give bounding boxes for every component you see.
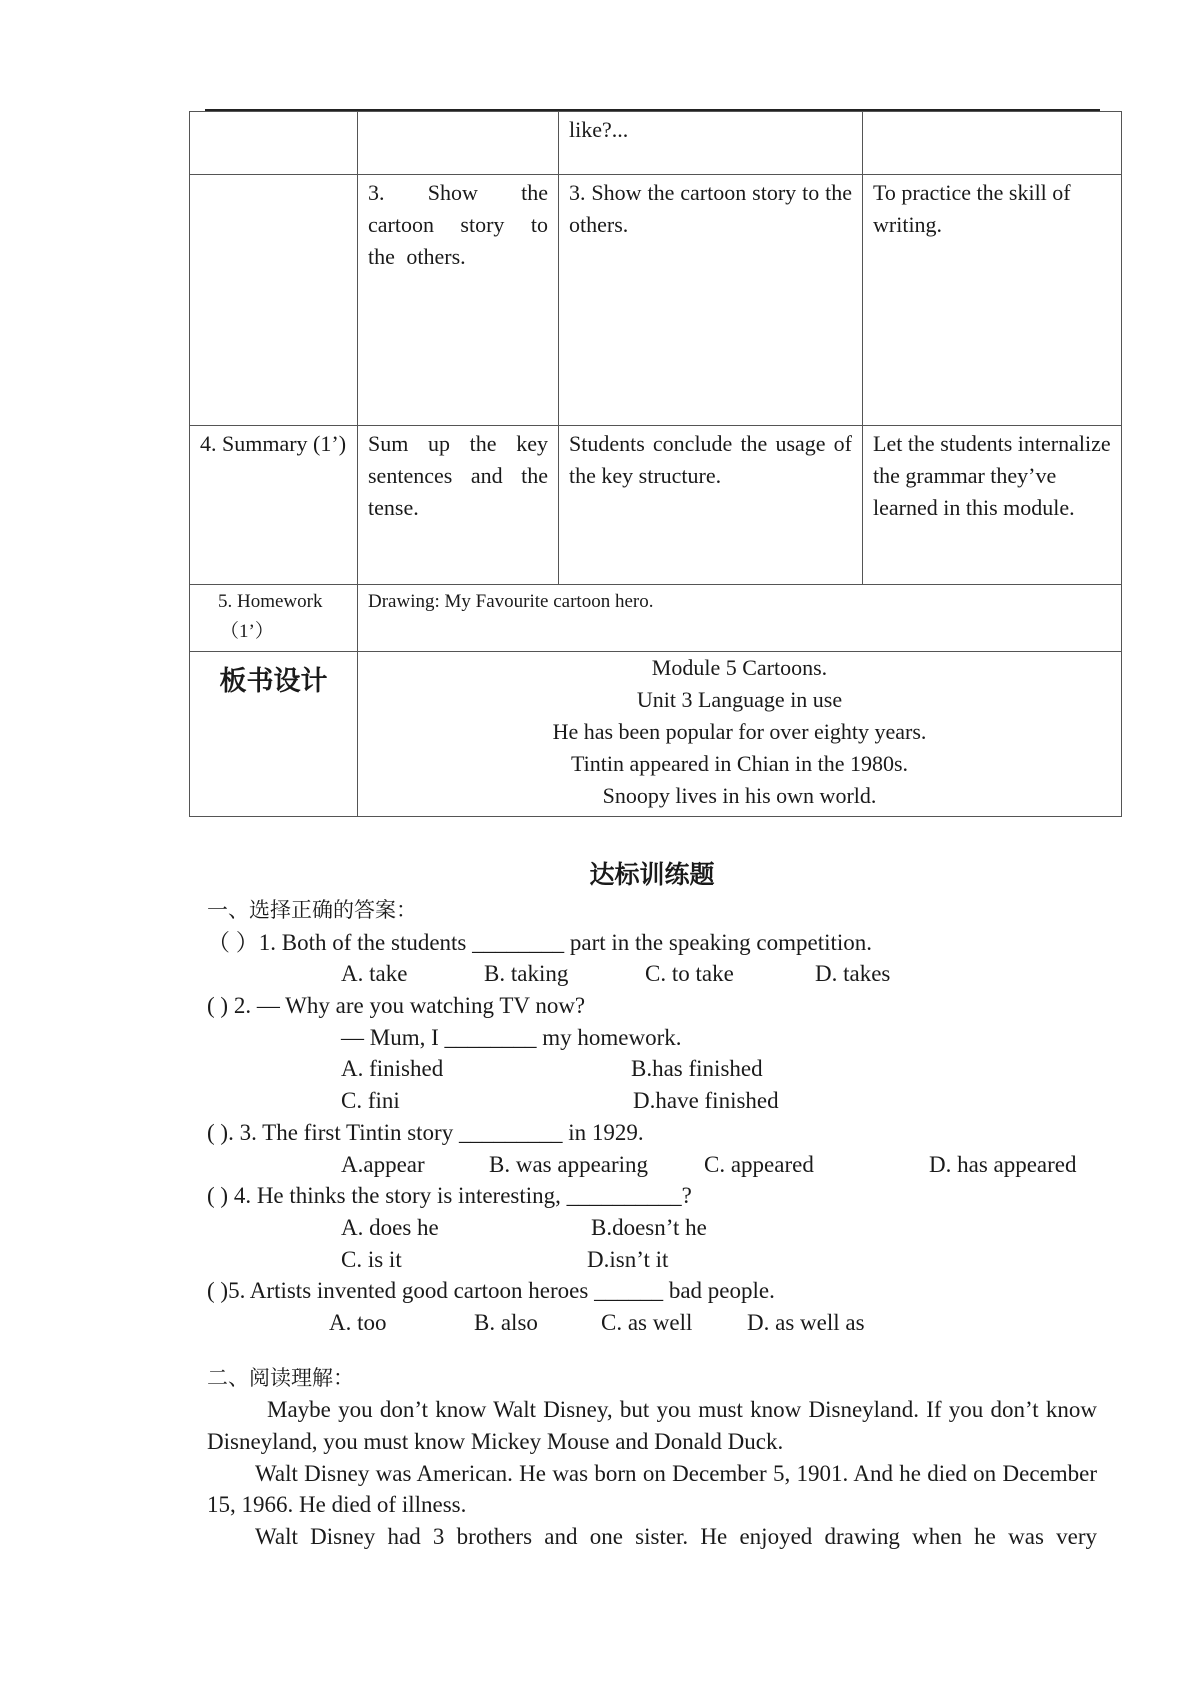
cell-text: To practice the skill of writing. [873, 180, 1071, 237]
table-cell [863, 175, 1122, 426]
question-5: ( )5. Artists invented good cartoon heroes ______ bad people. [207, 1278, 775, 1304]
option-a: A. too [329, 1309, 387, 1335]
question-options [207, 1212, 1097, 1244]
option-d: D. takes [815, 961, 891, 987]
board-line: Module 5 Cartoons. [651, 655, 828, 680]
section-heading: 二、阅读理解： [207, 1365, 354, 1390]
table-cell [190, 585, 358, 652]
table-cell [358, 112, 559, 175]
exercise-section [207, 855, 1097, 1553]
option-c: C. appeared [704, 1151, 814, 1177]
option-c: C. as well [601, 1309, 693, 1335]
lesson-plan-table [189, 111, 1122, 817]
option-c: C. to take [645, 961, 734, 987]
question-options [207, 1244, 1097, 1276]
cell-text: Sum up the key sentences and the tense. [368, 431, 548, 520]
option-d: D. has appeared [929, 1151, 1077, 1177]
cell-text: Students conclude the usage of the key structure. [569, 431, 852, 488]
option-c: C. fini [341, 1088, 400, 1114]
option-d: D. as well as [747, 1309, 865, 1335]
option-b: B.doesn’t he [591, 1214, 707, 1240]
exercise-title: 达标训练题 [589, 860, 715, 889]
option-a: A. finished [341, 1056, 444, 1082]
question-options [207, 1149, 1097, 1181]
question-2: ( ) 2. — Why are you watching TV now? [207, 993, 586, 1019]
board-design-label: 板书设计 [219, 666, 328, 697]
option-a: A. does he [341, 1214, 439, 1240]
reading-paragraph: Maybe you don’t know Walt Disney, but you must know Disneyland. If you don’t know Disneyland, you must know Mickey Mouse and Donald Duck. [207, 1397, 1097, 1455]
question-options [207, 1307, 1097, 1339]
question-4: ( ) 4. He thinks the story is interesting, __________? [207, 1183, 692, 1209]
question-options [207, 1085, 1097, 1117]
option-b: B.has finished [631, 1056, 763, 1082]
option-b: B. taking [484, 961, 569, 987]
board-line: Tintin appeared in Chian in the 1980s. [570, 751, 909, 776]
board-line: He has been popular for over eighty years. [552, 719, 927, 744]
table-cell [190, 426, 358, 585]
option-d: D.isn’t it [587, 1246, 669, 1272]
table-cell [559, 175, 863, 426]
cell-text: 4. Summary (1’) [200, 431, 347, 456]
table-cell [358, 585, 1122, 652]
question-1: （ ）1. Both of the students ________ part in the speaking competition. [207, 929, 873, 955]
table-cell [358, 426, 559, 585]
table-cell [559, 112, 863, 175]
option-a: A. take [341, 961, 408, 987]
table-row [190, 175, 1122, 426]
table-cell [190, 652, 358, 817]
table-row [190, 426, 1122, 585]
reading-paragraph: Walt Disney had 3 brothers and one sister. He enjoyed drawing when he was very [255, 1524, 1097, 1550]
board-line: Snoopy lives in his own world. [602, 783, 877, 808]
cell-text: like?... [569, 117, 629, 142]
option-c: C. is it [341, 1246, 402, 1272]
cell-text: 3. Show the cartoon story to the others. [368, 180, 548, 269]
table-cell [863, 426, 1122, 585]
board-line: Unit 3 Language in use [636, 687, 843, 712]
cell-text: Let the students internalize the grammar they’ve learned in this module. [873, 431, 1111, 520]
option-b: B. also [474, 1309, 538, 1335]
cell-text: （1’） [220, 621, 274, 642]
question-2-reply [207, 1022, 1097, 1054]
reading-paragraph: Walt Disney was American. He was born on December 5, 1901. And he died on December 15, 1966. He died of illness. [207, 1460, 1097, 1518]
table-cell [358, 175, 559, 426]
table-row [190, 585, 1122, 652]
question-options [207, 958, 1097, 990]
table-cell [190, 112, 358, 175]
table-cell [559, 426, 863, 585]
question-options [207, 1053, 1097, 1085]
table-row [190, 112, 1122, 175]
option-a: A.appear [341, 1151, 425, 1177]
cell-text: 5. Homework [218, 591, 323, 612]
question-3: ( ). 3. The first Tintin story _________ in 1929. [207, 1119, 644, 1145]
reply-text: — Mum, I ________ my homework. [341, 1024, 682, 1050]
option-d: D.have finished [633, 1088, 779, 1114]
table-cell [863, 112, 1122, 175]
table-cell [358, 652, 1122, 817]
spacer [207, 1339, 1097, 1363]
table-row [190, 652, 1122, 817]
option-b: B. was appearing [489, 1151, 649, 1177]
table-cell [190, 175, 358, 426]
cell-text: 3. Show the cartoon story to the others. [569, 180, 852, 237]
cell-text: Drawing: My Favourite cartoon hero. [368, 591, 654, 612]
section-heading: 一、选择正确的答案： [207, 898, 417, 922]
